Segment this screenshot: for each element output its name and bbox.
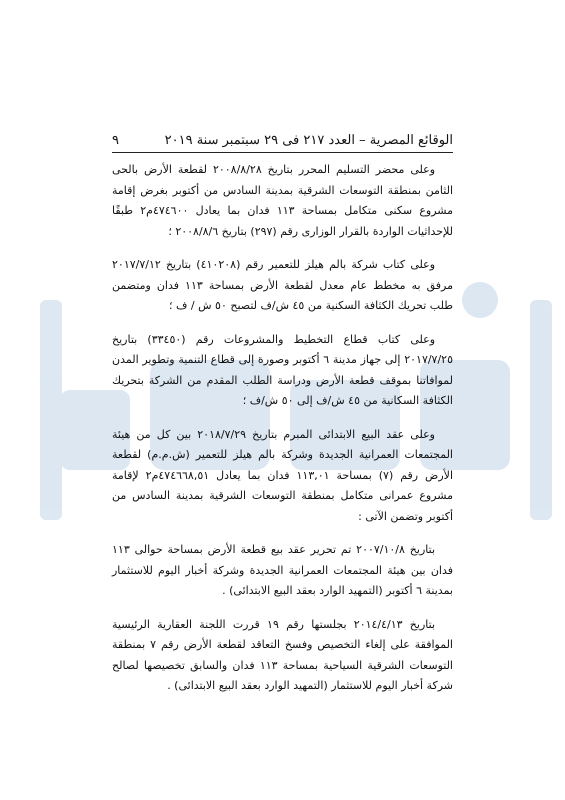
header-title: الوقائع المصرية – العدد ٢١٧ فى ٢٩ سبتمبر سنة ٢٠١٩ (164, 133, 453, 148)
paragraph: وعلى كتاب قطاع التخطيط والمشروعات رقم (٣٣٤٥٠) بتاريخ ٢٠١٧/٧/٢٥ إلى جهاز مدينة ٦ أكتوبر وصورة إلى قطاع التنمية وتطوير المدن لموافاتنا بموقف قطعة الأرض ودراسة الطلب المقدم من الشركة بتحريك الكثافة السكانية من ٤٥ ش/ف إلى ٥٠ ش/ف ؛ (112, 332, 453, 407)
paragraph: وعلى محضر التسليم المحرر بتاريخ ٢٠٠٨/٨/٢٨ لقطعة الأرض بالحى الثامن بمنطقة التوسعات الشرقية بمدينة السادس من أكتوبر بغرض إقامة مشروع سكنى متكامل بمساحة ١١٣ فدان بما يعادل ٤٧٤٦٠٠م٢ طبقًا للإحداثيات الواردة بالقرار الوزارى رقم (٢٩٧) بتاريخ ٢٠٠٨/٨/٦ ؛ (112, 163, 453, 238)
paragraph: وعلى عقد البيع الابتدائى المبرم بتاريخ ٢٠١٨/٧/٢٩ بين كل من هيئة المجتمعات العمرانية الجديدة وشركة بالم هيلز للتعمير (ش.م.م) لقطعة الأرض رقم (٧) بمساحة ١١٣,٠١ فدان بما يعادل ٤٧٤٦٦٨,٥١م٢ لإقامة مشروع عمرانى متكامل بمنطقة التوسعات الشرقية بمدينة السادس من أكتوبر وتضمن الآتى : (112, 427, 453, 523)
document-body (112, 160, 453, 710)
header-rule (112, 152, 453, 153)
page-number: ٩ (112, 133, 119, 148)
paragraph: وعلى كتاب شركة بالم هيلز للتعمير رقم (٤١٠٢٠٨) بتاريخ ٢٠١٧/٧/١٢ مرفق به مخطط عام معدل لقطعة الأرض بمساحة ١١٣ فدان ومتضمن طلب تحريك الكثافة السكنية من ٤٥ ش/ف لتصبح ٥٠ ش / ف ؛ (112, 258, 453, 312)
paragraph: بتاريخ ٢٠١٤/٤/١٣ بجلستها رقم ١٩ قررت اللجنة العقارية الرئيسية الموافقة على إلغاء التخصيص وفسخ التعاقد لقطعة الأرض رقم ٧ بمنطقة التوسعات الشرقية السياحية بمساحة ١١٣ فدان والسابق تخصيصها لصالح شركة أخبار اليوم للاستثمار (التمهيد الوارد بعقد البيع الابتدائى) . (112, 617, 453, 692)
page-header (112, 128, 453, 148)
paragraph: بتاريخ ٢٠٠٧/١٠/٨ تم تحرير عقد بيع قطعة الأرض بمساحة حوالى ١١٣ فدان بين هيئة المجتمعات العمرانية الجديدة وشركة أخبار اليوم للاستثمار بمدينة ٦ أكتوبر (التمهيد الوارد بعقد البيع الابتدائى) . (112, 543, 453, 597)
